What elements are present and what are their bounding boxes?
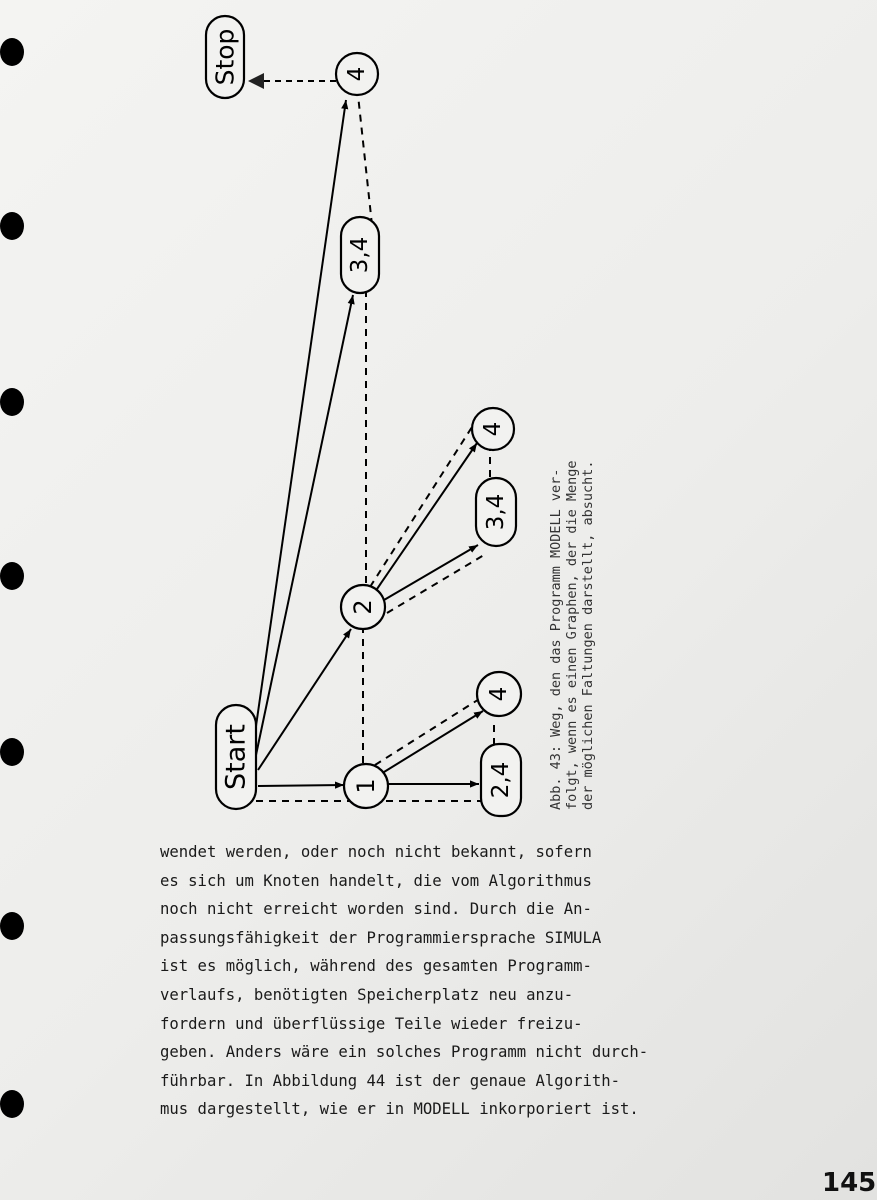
dashed-2-4b: [370, 427, 472, 587]
node-34-a-label: 3,4: [347, 236, 373, 274]
node-4-top-label: 4: [344, 66, 370, 82]
body-line: fordern und überflüssige Teile wieder freizu-: [160, 1014, 583, 1033]
page-number: 145: [822, 1168, 877, 1198]
node-1-label: 1: [352, 778, 380, 794]
edge-2-34: [384, 545, 478, 600]
node-start-label: Start: [220, 724, 252, 790]
node-stop: [206, 16, 244, 98]
dashed-34a-4top: [358, 95, 372, 225]
node-24: [481, 744, 521, 816]
punch-hole-6: [0, 912, 24, 940]
node-24-label: 2,4: [488, 761, 514, 799]
edge-1-4: [384, 711, 483, 772]
caption-line: folgt, wenn es einen Graphen, der die Menge: [564, 460, 580, 810]
body-line: mus dargestellt, wie er in MODELL inkorporiert ist.: [160, 1100, 639, 1119]
edge-start-34: [256, 295, 353, 755]
body-paragraph: [160, 838, 648, 1124]
edge-start-2: [258, 629, 351, 770]
body-line: verlaufs, benötigten Speicherplatz neu anzu-: [160, 985, 574, 1004]
node-4-b-label: 4: [480, 421, 506, 437]
punch-hole-7: [0, 1090, 24, 1118]
node-1: [344, 764, 388, 808]
edge-start-4top: [254, 100, 346, 740]
edge-start-1: [258, 785, 344, 786]
caption-line: Abb. 43: Weg, den das Programm MODELL ver-: [548, 468, 564, 810]
body-line: geben. Anders wäre ein solches Programm nicht durch-: [160, 1043, 649, 1062]
node-34-b-label: 3,4: [483, 493, 509, 531]
figure-caption: [548, 310, 596, 810]
body-line: ist es möglich, während des gesamten Programm-: [160, 957, 592, 976]
body-line: es sich um Knoten handelt, die vom Algorithmus: [160, 871, 592, 890]
body-line: wendet werden, oder noch nicht bekannt, sofern: [160, 843, 592, 861]
dashed-edges: [248, 81, 494, 801]
node-stop-label: Stop: [210, 28, 240, 86]
body-line: führbar. In Abbildung 44 ist der genaue Algorith-: [160, 1071, 621, 1090]
dashed-2-34b: [387, 555, 484, 613]
node-34-b: [476, 478, 516, 546]
node-4-top: [336, 53, 378, 95]
node-start: [216, 705, 256, 809]
dashed-1-4: [375, 696, 484, 765]
edge-2-4: [377, 443, 477, 589]
caption-line: der möglichen Faltungen darstellt, absucht.: [580, 460, 596, 810]
body-line: passungsfähigkeit der Programmiersprache SIMULA: [160, 928, 602, 947]
body-line: noch nicht erreicht worden sind. Durch die An-: [160, 900, 592, 919]
node-2-label: 2: [349, 599, 377, 615]
node-2: [341, 585, 385, 629]
node-4-a-label: 4: [486, 686, 512, 702]
node-34-a: [341, 217, 379, 293]
node-4-a: [477, 672, 521, 716]
solid-edges: [254, 100, 483, 786]
node-4-b: [472, 408, 514, 450]
